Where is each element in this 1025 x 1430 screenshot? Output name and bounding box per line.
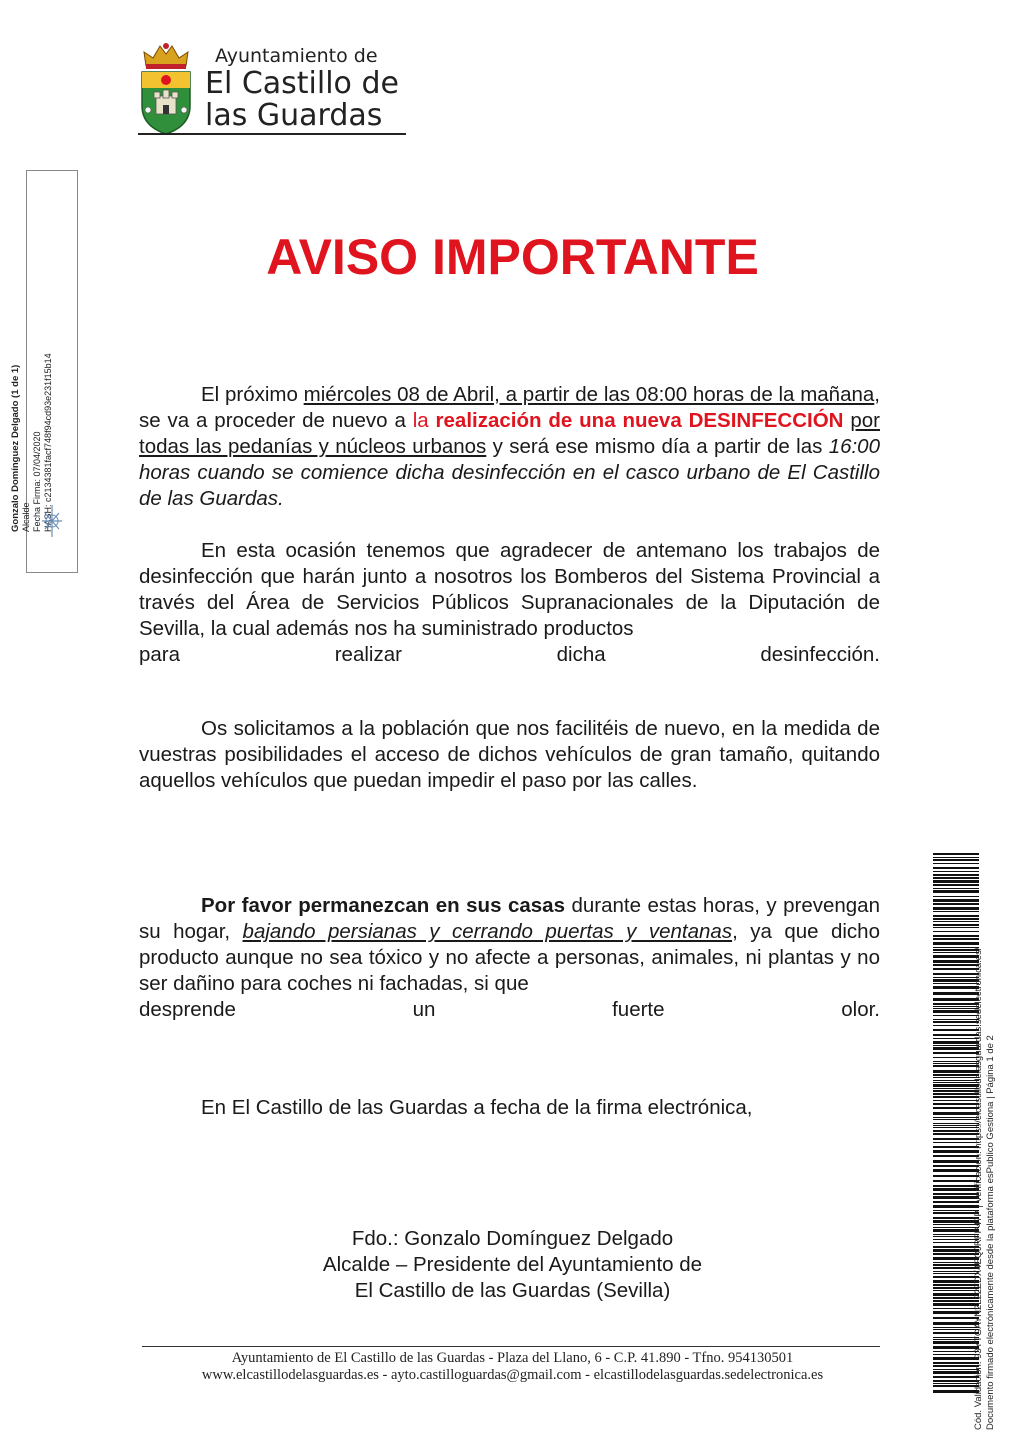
signature-hash: HASH: c2134381facf748f94cd93e231f15b14 <box>43 353 53 532</box>
closing-line: En El Castillo de las Guardas a fecha de la firma electrónica, <box>201 1096 753 1119</box>
p4-text-b: durante estas horas, y prevengan su hogar, <box>139 894 880 943</box>
paragraph-2 <box>139 538 880 668</box>
paragraph-3 <box>139 716 880 794</box>
p4-close-windows: bajando persianas y cerrando puertas y ventanas <box>242 920 733 943</box>
paragraph-4 <box>139 893 880 1023</box>
p1-date-time: miércoles 08 de Abril, a partir de las 08:00 horas de la mañana <box>303 383 875 406</box>
brand-line-3: las Guardas <box>205 98 383 133</box>
p3-text: Os solicitamos a la población que nos facilitéis de nuevo, en la medida de vuestras posibilidades el acceso de dichos vehículos de gran tamaño, quitando aquellos vehículos que puedan impedir el paso por las calles. <box>139 717 880 792</box>
signature-date: Fecha Firma: 07/04/2020 <box>32 431 42 532</box>
footer-address: Ayuntamiento de El Castillo de las Guardas - Plaza del Llano, 6 - C.P. 41.890 - Tfno. 954130501 <box>231 1350 794 1366</box>
footer-divider <box>142 1346 880 1347</box>
signatory-name: Fdo.: Gonzalo Domínguez Delgado <box>351 1227 674 1250</box>
signatory-municipality: El Castillo de las Guardas (Sevilla) <box>354 1279 671 1302</box>
signatory-title: Alcalde – Presidente del Ayuntamiento de <box>322 1253 703 1276</box>
footer <box>0 1350 1025 1384</box>
validation-info <box>973 890 1001 1430</box>
signer-role: Alcalde <box>21 502 31 532</box>
p2-last-line: para realizar dicha desinfección. <box>139 643 880 666</box>
municipal-coat-of-arms-icon <box>138 40 194 136</box>
signature-seal-icon <box>37 501 67 541</box>
p1-areas: por todas las pedanías y núcleos urbanos <box>139 409 880 458</box>
validation-platform: Documento firmado electrónicamente desde la plataforma esPublico Gestiona | Página 1 de 2 <box>985 1035 996 1430</box>
signature-block <box>0 1226 1025 1304</box>
p1-text-h: y será ese mismo día a partir de las <box>486 435 829 458</box>
p1-urban-time: 16:00 horas cuando se comience dicha desinfección en el casco urbano de El Castillo de las Guardas. <box>139 435 880 510</box>
validation-code: Cód. Validación: 93YTGAYN2L22ZDX4EQJRFP47P | Verificación: https://elcastillodelasguardas.sedelectronica.es/ <box>973 947 984 1430</box>
p4-stay-home: Por favor permanezcan en sus casas <box>201 894 565 917</box>
notice-title: AVISO IMPORTANTE <box>266 229 759 285</box>
brand-line-1: Ayuntamiento de <box>215 45 378 67</box>
p1-text-a: El próximo <box>201 383 304 406</box>
p4-last-line: desprende un fuerte olor. <box>139 998 880 1021</box>
footer-contacts: www.elcastillodelasguardas.es - ayto.castilloguardas@gmail.com - elcastillodelasguardas.sedelectronica.es <box>201 1367 824 1383</box>
p2-text-a: En esta ocasión tenemos que agradecer de antemano los trabajos de desinfección que harán junto a nosotros los Bomberos del Sistema Provincial a través del Área de Servicios Públicos Supranacionales de la Diputación de Sevilla, la cual además nos ha suministrado productos <box>139 539 880 640</box>
brand-line-2: El Castillo de <box>205 66 399 101</box>
signer-name: Gonzalo Domínguez Delgado (1 de 1) <box>10 364 21 532</box>
p1-disinfection: realización de una nueva DESINFECCIÓN <box>435 409 844 432</box>
paragraph-1 <box>139 382 880 512</box>
header-divider <box>138 133 406 135</box>
municipality-name <box>205 44 410 132</box>
p4-text-d: , ya que dicho producto aunque no sea tóxico y no afecte a personas, animales, ni plantas y no ser dañino para coches ni fachadas, si que <box>139 920 880 995</box>
p1-text-d: la <box>412 409 436 432</box>
p1-text-c: , se va a proceder de nuevo a <box>139 383 880 432</box>
